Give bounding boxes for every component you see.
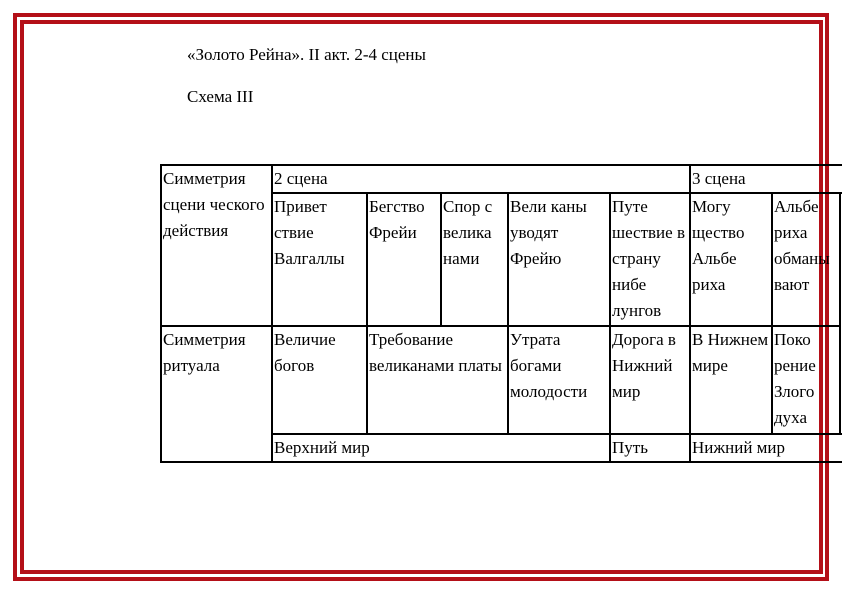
cell-lower-world: Нижний мир	[690, 434, 842, 462]
cell-greeting-valhalla: Привет ствие Валгаллы	[272, 193, 367, 326]
cell-gods-lose-youth: Утрата богами молодости	[508, 326, 610, 434]
row-label-ritual-symmetry: Симметрия ритуала	[161, 326, 272, 462]
cell-in-underworld: В Нижнем мире	[690, 326, 772, 434]
scene-2-header: 2 сцена	[272, 165, 690, 193]
page-title: «Золото Рейна». II акт. 2-4 сцены	[187, 45, 426, 64]
cell-journey-nibelungs: Путе шествие в страну нибе лунгов	[610, 193, 690, 326]
cell-giants-take-freia: Вели каны уводят Фрейю	[508, 193, 610, 326]
cell-freia-flight: Бегство Фрейи	[367, 193, 441, 326]
cell-path: Путь	[610, 434, 690, 462]
cell-subduing-evil-spirit: Поко рение Злого духа	[772, 326, 840, 434]
cell-road-to-underworld: Дорога в Нижний мир	[610, 326, 690, 434]
schema-table-container	[160, 164, 842, 466]
cell-gods-greatness: Величие богов	[272, 326, 367, 434]
cell-dispute-giants: Спор с велика нами	[441, 193, 508, 326]
schema-subtitle: Схема III	[187, 87, 254, 106]
schema-table	[160, 164, 842, 463]
cell-alberich-deceived: Альбе риха обманы вают	[772, 193, 840, 326]
row-label-scenic-symmetry: Симметрия сцени ческого действия	[161, 165, 272, 326]
cell-giants-demand-payment: Требование великанами платы	[367, 326, 508, 434]
cell-upper-world: Верхний мир	[272, 434, 610, 462]
scene-3-header: 3 сцена	[690, 165, 842, 193]
cell-alberich-power: Могу щество Альбе риха	[690, 193, 772, 326]
